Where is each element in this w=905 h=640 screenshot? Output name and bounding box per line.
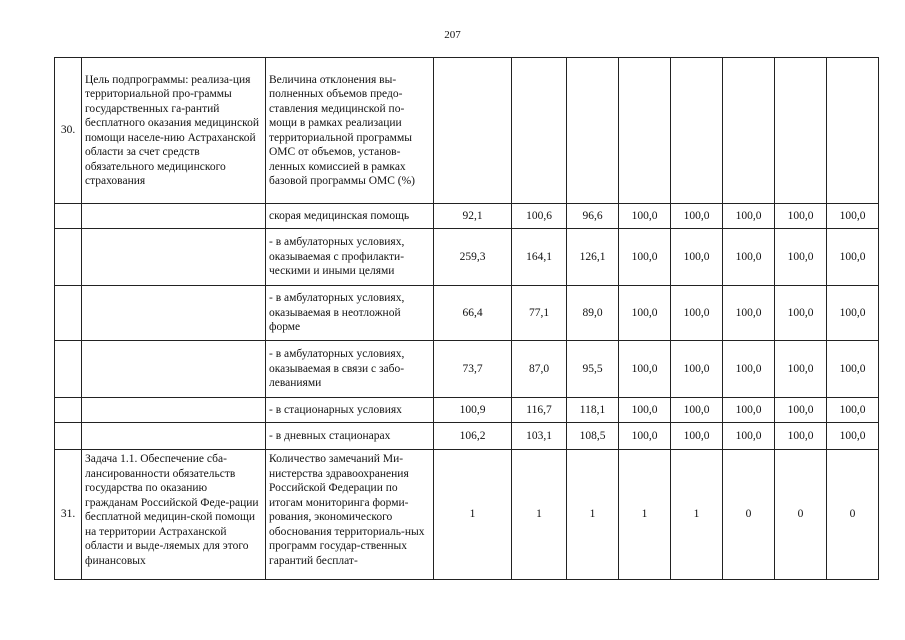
indicator-cell: - в стационарных условиях <box>266 398 434 423</box>
value-cell: 100,0 <box>671 204 723 229</box>
value-cell: 100,0 <box>619 423 671 450</box>
value-cell: 1 <box>671 450 723 580</box>
value-cell: 100,0 <box>723 341 775 398</box>
value-cell: 106,2 <box>434 423 512 450</box>
value-cell: 1 <box>434 450 512 580</box>
goal-cell: Задача 1.1. Обеспечение сба-лансированности обязательств государства по оказанию гражданам Российской Феде-рации бесплатной медицин-ской помощи на территории Астраханской области и выде-ляемых для этого финансовых <box>82 450 266 580</box>
value-cell <box>434 58 512 204</box>
value-cell: 100,0 <box>827 286 879 341</box>
value-cell: 103,1 <box>512 423 567 450</box>
value-cell <box>723 58 775 204</box>
value-cell: 1 <box>512 450 567 580</box>
goal-cell: Цель подпрограммы: реализа-ция территориальной про-граммы государственных га-рантий бесплатного оказания медицинской помощи населе-нию Астраханской области за счет средств обязательного медицинского страхования <box>82 58 266 204</box>
value-cell: 100,0 <box>619 204 671 229</box>
table-row <box>55 229 879 286</box>
value-cell: 89,0 <box>567 286 619 341</box>
value-cell <box>775 58 827 204</box>
value-cell: 77,1 <box>512 286 567 341</box>
goal-cell <box>82 204 266 229</box>
value-cell: 1 <box>619 450 671 580</box>
value-cell: 87,0 <box>512 341 567 398</box>
value-cell: 96,6 <box>567 204 619 229</box>
value-cell: 100,0 <box>723 204 775 229</box>
row-number <box>55 286 82 341</box>
row-number: 30. <box>55 58 82 204</box>
indicator-cell: - в дневных стационарах <box>266 423 434 450</box>
value-cell: 100,0 <box>671 286 723 341</box>
indicator-cell: - в амбулаторных условиях, оказываемая в неотложной форме <box>266 286 434 341</box>
value-cell: 100,0 <box>827 398 879 423</box>
row-number <box>55 423 82 450</box>
value-cell <box>567 58 619 204</box>
value-cell: 108,5 <box>567 423 619 450</box>
row-number <box>55 341 82 398</box>
value-cell: 259,3 <box>434 229 512 286</box>
value-cell: 100,0 <box>619 341 671 398</box>
table-row <box>55 423 879 450</box>
value-cell: 100,0 <box>671 423 723 450</box>
value-cell <box>671 58 723 204</box>
value-cell: 116,7 <box>512 398 567 423</box>
value-cell: 100,0 <box>775 286 827 341</box>
value-cell: 118,1 <box>567 398 619 423</box>
value-cell: 100,0 <box>723 398 775 423</box>
value-cell: 100,6 <box>512 204 567 229</box>
indicator-cell: - в амбулаторных условиях, оказываемая с профилакти-ческими и иными целями <box>266 229 434 286</box>
value-cell: 100,0 <box>723 423 775 450</box>
value-cell: 100,0 <box>775 229 827 286</box>
value-cell: 100,0 <box>671 341 723 398</box>
value-cell: 100,0 <box>775 423 827 450</box>
value-cell: 100,0 <box>619 229 671 286</box>
value-cell: 100,0 <box>723 286 775 341</box>
value-cell <box>619 58 671 204</box>
value-cell: 92,1 <box>434 204 512 229</box>
table-row <box>55 204 879 229</box>
indicator-cell: скорая медицинская помощь <box>266 204 434 229</box>
value-cell: 100,0 <box>827 204 879 229</box>
indicator-cell: Количество замечаний Ми-нистерства здравоохранения Российской Федерации по итогам мониторинга форми-рования, экономического обоснования территориаль-ных программ государ-ственных гарантий бесплат- <box>266 450 434 580</box>
goal-cell <box>82 341 266 398</box>
value-cell: 100,0 <box>671 229 723 286</box>
indicators-table <box>54 57 879 580</box>
page-number: 207 <box>444 29 461 41</box>
table-row <box>55 398 879 423</box>
value-cell: 100,0 <box>775 398 827 423</box>
goal-cell <box>82 423 266 450</box>
value-cell: 100,0 <box>671 398 723 423</box>
value-cell: 100,0 <box>827 229 879 286</box>
value-cell: 100,0 <box>619 398 671 423</box>
value-cell: 0 <box>775 450 827 580</box>
row-number <box>55 229 82 286</box>
value-cell: 95,5 <box>567 341 619 398</box>
table-row <box>55 450 879 580</box>
row-number <box>55 398 82 423</box>
value-cell: 66,4 <box>434 286 512 341</box>
value-cell: 100,0 <box>827 341 879 398</box>
goal-cell <box>82 229 266 286</box>
table-row <box>55 58 879 204</box>
value-cell <box>512 58 567 204</box>
goal-cell <box>82 286 266 341</box>
value-cell: 73,7 <box>434 341 512 398</box>
value-cell: 100,0 <box>723 229 775 286</box>
goal-cell <box>82 398 266 423</box>
value-cell: 0 <box>827 450 879 580</box>
value-cell: 100,0 <box>619 286 671 341</box>
value-cell: 164,1 <box>512 229 567 286</box>
table-row <box>55 286 879 341</box>
indicator-cell: - в амбулаторных условиях, оказываемая в связи с забо-леваниями <box>266 341 434 398</box>
value-cell: 100,9 <box>434 398 512 423</box>
value-cell <box>827 58 879 204</box>
table-row <box>55 341 879 398</box>
value-cell: 1 <box>567 450 619 580</box>
value-cell: 126,1 <box>567 229 619 286</box>
value-cell: 100,0 <box>827 423 879 450</box>
indicator-cell: Величина отклонения вы-полненных объемов предо-ставления медицинской по-мощи в рамках реализации территориальной программы ОМС от объемов, установ-ленных комиссией в рамках базовой программы ОМС (%) <box>266 58 434 204</box>
row-number <box>55 204 82 229</box>
value-cell: 100,0 <box>775 204 827 229</box>
row-number: 31. <box>55 450 82 580</box>
value-cell: 0 <box>723 450 775 580</box>
value-cell: 100,0 <box>775 341 827 398</box>
